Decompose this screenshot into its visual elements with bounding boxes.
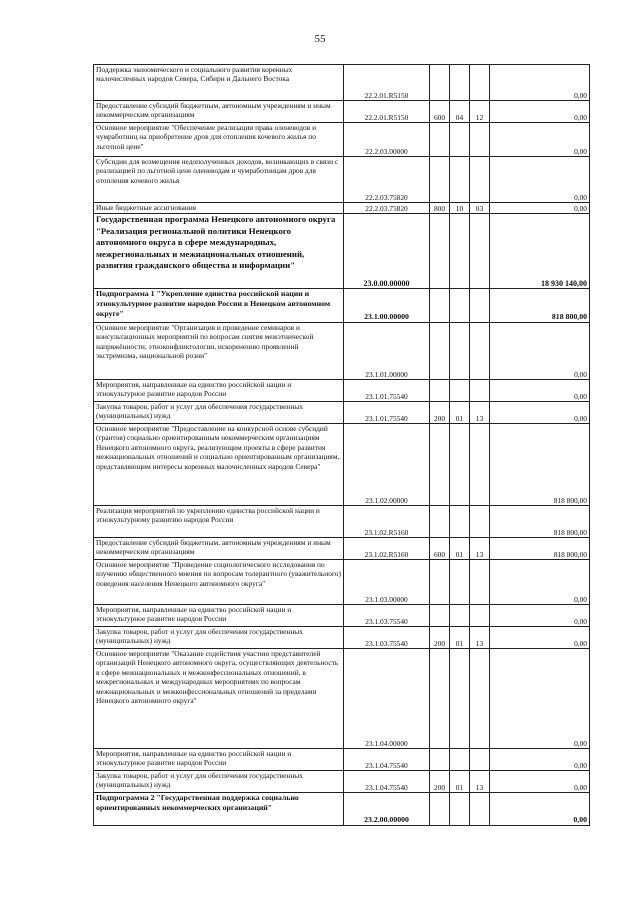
table-row xyxy=(94,605,590,627)
table-row xyxy=(94,506,590,538)
page-number: 55 xyxy=(314,33,326,45)
row-subsection: 13 xyxy=(470,627,490,649)
subprogram-row xyxy=(94,793,590,826)
row-code: 23.1.04.75540 xyxy=(344,749,430,771)
row-code: 22.2.01.R5150 xyxy=(344,65,430,101)
row-expense-type xyxy=(430,65,450,101)
row-subsection xyxy=(470,323,490,380)
row-section xyxy=(450,506,470,538)
row-expense-type: 800 xyxy=(430,203,450,214)
row-name: Предоставление субсидий бюджетным, автономным учреждениям и иным некоммерческим организациям xyxy=(94,101,344,123)
row-sum: 818 800,00 xyxy=(490,538,590,560)
row-code: 23.1.01.00000 xyxy=(344,323,430,380)
row-sum: 18 930 140,00 xyxy=(490,214,590,289)
table-row xyxy=(94,65,590,101)
row-code: 22.2.03.75820 xyxy=(344,157,430,203)
row-subsection xyxy=(470,380,490,402)
row-code: 23.0.00.00000 xyxy=(344,214,430,289)
row-section xyxy=(450,323,470,380)
row-expense-type: 600 xyxy=(430,101,450,123)
row-subsection xyxy=(470,289,490,323)
row-expense-type xyxy=(430,649,450,749)
row-subsection: 12 xyxy=(470,101,490,123)
row-sum: 0,00 xyxy=(490,749,590,771)
row-subsection xyxy=(470,123,490,157)
row-name: Закупка товаров, работ и услуг для обеспечения государственных (муниципальных) нужд xyxy=(94,771,344,793)
row-name: Основное мероприятие "Предоставление на конкурсной основе субсидий (грантов) социально ориентированным некоммерческим организациям Ненецкого автономного округа, реализующим проекты в сфере развития межнациональных отношений и социально ориентированным организациям, представляющим интересы коренных малочисленных народов Севера" xyxy=(94,424,344,506)
row-section xyxy=(450,749,470,771)
table-row xyxy=(94,323,590,380)
row-subsection xyxy=(470,157,490,203)
row-sum: 0,00 xyxy=(490,560,590,605)
row-name: Государственная программа Ненецкого автономного округа "Реализация региональной политики Ненецкого автономного округа в сфере международных, межрегиональных и межнациональных отношений, развития гражданского общества и информации" xyxy=(94,214,344,289)
row-expense-type: 200 xyxy=(430,627,450,649)
row-sum: 0,00 xyxy=(490,380,590,402)
row-section: 04 xyxy=(450,101,470,123)
row-code: 22.2.01.R5150 xyxy=(344,101,430,123)
program-row xyxy=(94,214,590,289)
row-subsection xyxy=(470,506,490,538)
table-row xyxy=(94,538,590,560)
row-sum: 0,00 xyxy=(490,65,590,101)
row-name: Основное мероприятие "Проведение социологического исследования по изучению общественного мнения по вопросам толерантного (уважительного) поведения населения Ненецкого автономного округа" xyxy=(94,560,344,605)
row-name: Подпрограмма 2 "Государственная поддержка социально ориентированных некоммерческих организаций" xyxy=(94,793,344,826)
table-row xyxy=(94,101,590,123)
row-name: Основное мероприятие "Обеспечение реализации права оленеводов и чумработниц на приобретение дров для отопления кочевого жилья по льготной цене" xyxy=(94,123,344,157)
row-name: Мероприятия, направленные на единство российской нации и этнокультурное развитие народов России xyxy=(94,380,344,402)
row-section xyxy=(450,65,470,101)
row-code: 23.1.01.75540 xyxy=(344,380,430,402)
row-name: Закупка товаров, работ и услуг для обеспечения государственных (муниципальных) нужд xyxy=(94,627,344,649)
row-section xyxy=(450,424,470,506)
row-name: Реализация мероприятий по укреплению единства российской нации и этнокультурному развитию народов России xyxy=(94,506,344,538)
row-section xyxy=(450,560,470,605)
row-section xyxy=(450,793,470,826)
row-section xyxy=(450,123,470,157)
row-expense-type xyxy=(430,123,450,157)
row-sum: 0,00 xyxy=(490,605,590,627)
row-expense-type xyxy=(430,214,450,289)
row-sum: 0,00 xyxy=(490,203,590,214)
row-code: 23.1.02.R5160 xyxy=(344,538,430,560)
subprogram-row xyxy=(94,289,590,323)
row-expense-type xyxy=(430,289,450,323)
row-expense-type xyxy=(430,560,450,605)
row-name: Мероприятия, направленные на единство российской нации и этнокультурное развитие народов России xyxy=(94,749,344,771)
table-row xyxy=(94,749,590,771)
row-code: 22.2.03.00000 xyxy=(344,123,430,157)
row-expense-type: 200 xyxy=(430,402,450,424)
row-subsection xyxy=(470,65,490,101)
row-expense-type xyxy=(430,506,450,538)
row-code: 23.1.04.75540 xyxy=(344,771,430,793)
table-row xyxy=(94,402,590,424)
row-sum: 0,00 xyxy=(490,771,590,793)
row-section: 10 xyxy=(450,203,470,214)
row-subsection: 03 xyxy=(470,203,490,214)
row-expense-type xyxy=(430,380,450,402)
row-subsection: 13 xyxy=(470,538,490,560)
row-expense-type: 600 xyxy=(430,538,450,560)
row-expense-type xyxy=(430,323,450,380)
row-section: 01 xyxy=(450,402,470,424)
row-name: Предоставление субсидий бюджетным, автономным учреждениям и иным некоммерческим организациям xyxy=(94,538,344,560)
row-section: 01 xyxy=(450,771,470,793)
table-row xyxy=(94,627,590,649)
row-sum: 818 800,00 xyxy=(490,506,590,538)
table-row xyxy=(94,424,590,506)
row-sum: 0,00 xyxy=(490,402,590,424)
row-section xyxy=(450,605,470,627)
row-expense-type: 200 xyxy=(430,771,450,793)
row-subsection: 13 xyxy=(470,771,490,793)
row-name: Иные бюджетные ассигнования xyxy=(94,203,344,214)
row-expense-type xyxy=(430,157,450,203)
row-code: 23.1.00.00000 xyxy=(344,289,430,323)
row-section xyxy=(450,157,470,203)
table-row xyxy=(94,560,590,605)
row-sum: 0,00 xyxy=(490,323,590,380)
row-code: 22.2.03.75820 xyxy=(344,203,430,214)
row-expense-type xyxy=(430,749,450,771)
row-section xyxy=(450,214,470,289)
row-section: 01 xyxy=(450,538,470,560)
budget-table xyxy=(93,64,590,826)
row-name: Закупка товаров, работ и услуг для обеспечения государственных (муниципальных) нужд xyxy=(94,402,344,424)
row-sum: 0,00 xyxy=(490,793,590,826)
row-sum: 0,00 xyxy=(490,627,590,649)
row-code: 23.1.03.00000 xyxy=(344,560,430,605)
row-sum: 0,00 xyxy=(490,649,590,749)
row-subsection xyxy=(470,749,490,771)
row-code: 23.1.03.75540 xyxy=(344,627,430,649)
row-sum: 818 800,00 xyxy=(490,289,590,323)
row-name: Основное мероприятие "Организация и проведение семинаров и консультационных мероприятий по вопросам снятия межэтнической напряжённости, этноконфликтологии, искоренению проявлений экстремизма, национальной розни" xyxy=(94,323,344,380)
row-name: Субсидии для возмещения недополученных доходов, возникающих в связи с реализацией по льготной цене оленеводам и чумработницам дров для отопления кочевого жилья xyxy=(94,157,344,203)
row-name: Подпрограмма 1 "Укрепление единства российской нации и этнокультурное развитие народов России в Ненецком автономном округе" xyxy=(94,289,344,323)
row-subsection: 13 xyxy=(470,402,490,424)
table-row xyxy=(94,203,590,214)
row-expense-type xyxy=(430,605,450,627)
row-code: 23.1.01.75540 xyxy=(344,402,430,424)
table-row xyxy=(94,157,590,203)
row-code: 23.1.03.75540 xyxy=(344,605,430,627)
row-code: 23.2.00.00000 xyxy=(344,793,430,826)
row-sum: 818 800,00 xyxy=(490,424,590,506)
row-sum: 0,00 xyxy=(490,123,590,157)
row-code: 23.1.02.00000 xyxy=(344,424,430,506)
row-code: 23.1.04.00000 xyxy=(344,649,430,749)
table-row xyxy=(94,649,590,749)
row-name: Мероприятия, направленные на единство российской нации и этнокультурное развитие народов России xyxy=(94,605,344,627)
table-row xyxy=(94,771,590,793)
table-row xyxy=(94,380,590,402)
row-subsection xyxy=(470,560,490,605)
budget-table-body xyxy=(94,65,590,826)
row-name: Основное мероприятие "Оказание содействия участию представителей организаций Ненецкого автономного округа, осуществляющих деятельность в сфере межнациональных и межконфессиональных отношений, в межрегиональных и международных мероприятиях по вопросам межнациональных и межконфессиональных отношений за пределами Ненецкого автономного округа" xyxy=(94,649,344,749)
table-row xyxy=(94,123,590,157)
row-sum: 0,00 xyxy=(490,157,590,203)
row-expense-type xyxy=(430,793,450,826)
row-code: 23.1.02.R5160 xyxy=(344,506,430,538)
row-subsection xyxy=(470,424,490,506)
row-section: 01 xyxy=(450,627,470,649)
row-name: Поддержка экономического и социального развития коренных малочисленных народов Севера, Сибири и Дальнего Востока xyxy=(94,65,344,101)
row-section xyxy=(450,289,470,323)
row-subsection xyxy=(470,605,490,627)
row-expense-type xyxy=(430,424,450,506)
row-sum: 0,00 xyxy=(490,101,590,123)
row-section xyxy=(450,649,470,749)
row-subsection xyxy=(470,649,490,749)
row-subsection xyxy=(470,793,490,826)
row-section xyxy=(450,380,470,402)
row-subsection xyxy=(470,214,490,289)
